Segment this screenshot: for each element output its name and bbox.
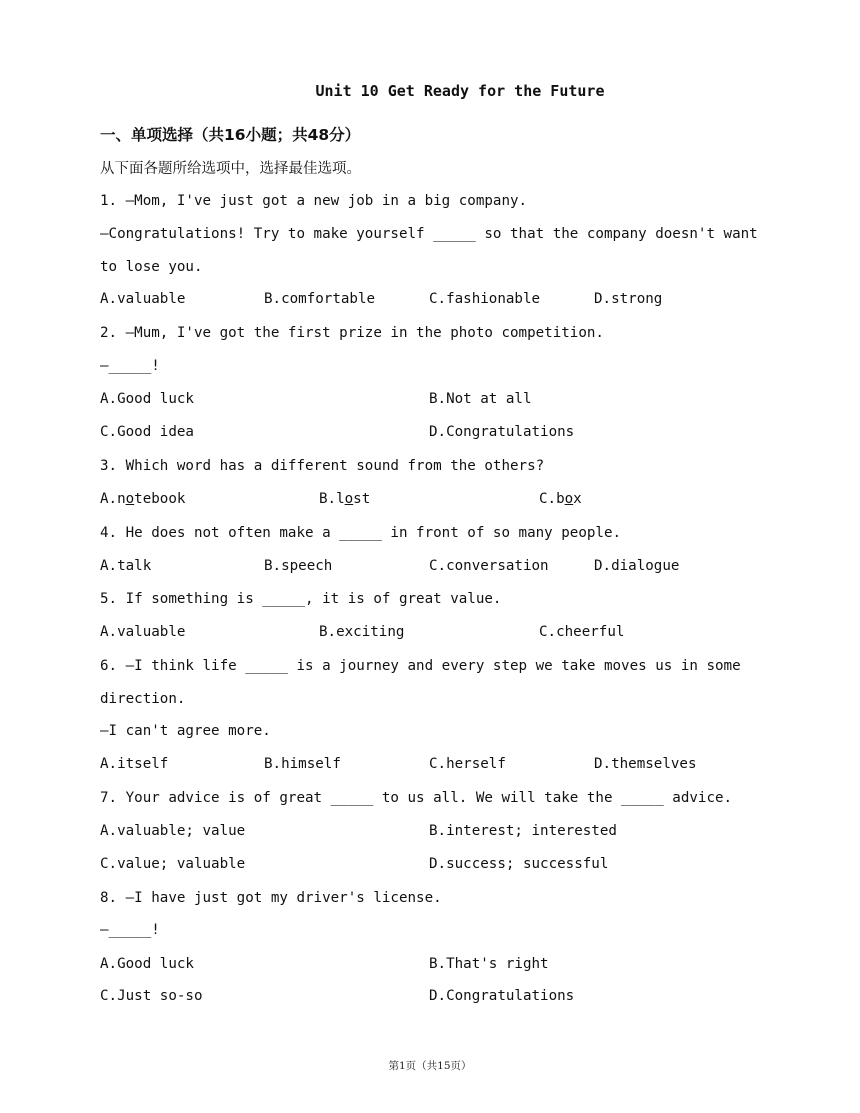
q5-option-c: C.cheerful	[539, 624, 625, 640]
q7-option-b: B.interest; interested	[429, 823, 617, 839]
q1-option-d: D.strong	[594, 291, 663, 307]
q6-option-d: D.themselves	[594, 756, 697, 772]
q1-option-b: B.comfortable	[264, 291, 376, 307]
q6-option-b: B.himself	[264, 756, 341, 772]
q7-stem: 7. Your advice is of great _____ to us all. We will take the _____ advice.	[100, 790, 733, 806]
q4-stem: 4. He does not often make a _____ in front of so many people.	[100, 525, 622, 541]
q7-option-d: D.success; successful	[429, 856, 609, 872]
q1-line2: —Congratulations! Try to make yourself _____ so that the company doesn't want	[100, 226, 758, 242]
q6-line3: —I can't agree more.	[100, 723, 271, 739]
q7-option-a: A.valuable; value	[100, 823, 246, 839]
q3-option-a: A.notebook	[100, 491, 186, 507]
page-footer: 第1页（共15页）	[388, 1060, 472, 1072]
q5-option-a: A.valuable	[100, 624, 186, 640]
q8-option-a: A.Good luck	[100, 956, 194, 972]
q3-option-b: B.lost	[319, 491, 371, 507]
q8-option-b: B.That's right	[429, 956, 549, 972]
q8-line2: —_____!	[100, 922, 160, 938]
q3-option-c: C.box	[539, 491, 582, 507]
q7-option-c: C.value; valuable	[100, 856, 246, 872]
q6-option-a: A.itself	[100, 756, 169, 772]
q5-stem: 5. If something is _____, it is of great value.	[100, 591, 502, 607]
section-heading: 一、单项选择（共16小题；共48分）	[100, 126, 361, 144]
q1-option-a: A.valuable	[100, 291, 186, 307]
q2-option-a: A.Good luck	[100, 391, 194, 407]
q2-line2: —_____!	[100, 358, 160, 374]
q2-option-c: C.Good idea	[100, 424, 194, 440]
q2-stem: 2. —Mum, I've got the first prize in the photo competition.	[100, 325, 604, 341]
document-title: Unit 10 Get Ready for the Future	[315, 82, 605, 100]
instruction-text: 从下面各题所给选项中，选择最佳选项。	[100, 161, 361, 177]
q6-stem: 6. —I think life _____ is a journey and every step we take moves us in some	[100, 658, 741, 674]
q8-option-c: C.Just so-so	[100, 988, 203, 1004]
q4-option-b: B.speech	[264, 558, 333, 574]
q6-line2: direction.	[100, 691, 186, 707]
q1-stem: 1. —Mom, I've just got a new job in a big company.	[100, 193, 528, 209]
q3-stem: 3. Which word has a different sound from the others?	[100, 458, 545, 474]
q2-option-b: B.Not at all	[429, 391, 532, 407]
q4-option-a: A.talk	[100, 558, 152, 574]
q1-line3: to lose you.	[100, 259, 203, 275]
q4-option-c: C.conversation	[429, 558, 549, 574]
q2-option-d: D.Congratulations	[429, 424, 575, 440]
q4-option-d: D.dialogue	[594, 558, 680, 574]
q5-option-b: B.exciting	[319, 624, 405, 640]
q6-option-c: C.herself	[429, 756, 506, 772]
q8-stem: 8. —I have just got my driver's license.	[100, 890, 442, 906]
q8-option-d: D.Congratulations	[429, 988, 575, 1004]
q1-option-c: C.fashionable	[429, 291, 541, 307]
